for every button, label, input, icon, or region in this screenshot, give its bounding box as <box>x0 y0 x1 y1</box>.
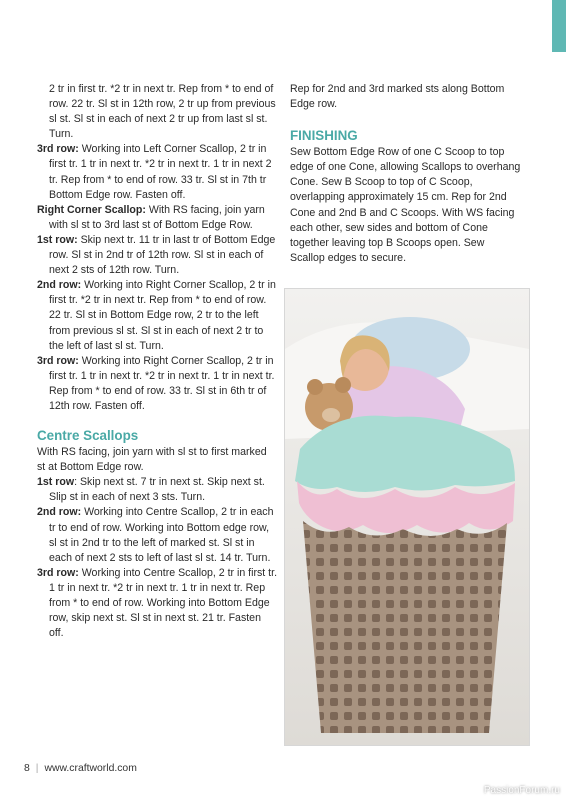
row-label: 3rd row: <box>37 354 79 367</box>
row-label: 2nd row: <box>37 279 82 292</box>
product-photo <box>284 288 530 746</box>
row-label: Right Corner Scallop: <box>37 203 146 216</box>
instruction-line <box>37 203 277 233</box>
finishing-text: Sew Bottom Edge Row of one C Scoop to top edge of one Cone, allowing Scallops to overhang Cone. Sew B Scoop to top of C Scoop, overlapping approximately 15 cm. Rep for 2nd Cone and 2nd B and C Scoops. With WS facing each other, sew sides and bottom of Cone together leaving top B Scoops open. Sew Scallop edges to secure. <box>290 146 521 264</box>
row-text: Working into Centre Scallop, 2 tr in each tr to end of row. Working into Bottom edge row, sl st in 2nd tr to the left of marked st. Sl st in each of next 2 sts to left of last sl st. 14 tr. Turn. <box>49 506 274 564</box>
row-label: 1st row: <box>37 233 78 246</box>
row-label: 3rd row: <box>37 143 79 156</box>
page-tab <box>552 0 566 52</box>
section-heading-finishing: FINISHING <box>290 128 358 144</box>
row-text: : Skip next st. 7 tr in next st. Skip next st. Slip st in each of next 3 sts. Turn. <box>49 476 265 504</box>
row-text: Working into Right Corner Scallop, 2 tr in first tr. *2 tr in next tr. Rep from * to end of row. 22 tr. Sl st in Bottom Edge row, 2 tr to the left from previous sl st. Sl st in each of next 2 tr to the left of last sl st. Turn. <box>49 279 276 352</box>
pattern-instructions <box>37 82 277 414</box>
page-number: 8 <box>24 763 30 774</box>
instruction-line <box>37 354 277 414</box>
row-text: 2 tr in first tr. *2 tr in next tr. Rep from * to end of row. 22 tr. Sl st in 12th row, 2 tr up from previous sl st. Sl st in each of next 2 tr up from last sl st. Turn. <box>49 83 276 141</box>
row-label: 2nd row: <box>37 506 82 519</box>
centre-intro: With RS facing, join yarn with sl st to first marked st at Bottom Edge row. <box>37 446 267 474</box>
row-text: Working into Right Corner Scallop, 2 tr in first tr. 1 tr in next tr. *2 tr in next tr. 1 tr in next tr. Rep from * to end of row. 33 tr. Sl st in 6th tr of 12th row. Fasten off. <box>49 354 275 412</box>
footer-separator: | <box>35 763 39 774</box>
right-intro: Rep for 2nd and 3rd marked sts along Bottom Edge row. <box>290 83 505 111</box>
row-text: Working into Centre Scallop, 2 tr in first tr. 1 tr in next tr. *2 tr in next tr. 1 tr in next tr. Rep from * to end of row. Working into Bottom Edge row, skip next st. Sl st in next st. 21 tr. Fasten off. <box>49 566 278 640</box>
left-column <box>37 82 277 641</box>
right-column <box>290 82 522 266</box>
section-heading-centre-scallops: Centre Scallops <box>37 428 139 444</box>
centre-instructions <box>37 475 277 641</box>
instruction-line <box>37 505 277 565</box>
row-label: 1st row <box>37 476 75 489</box>
instruction-line <box>37 233 277 278</box>
instruction-line <box>37 142 277 202</box>
instruction-line <box>37 566 277 641</box>
instruction-line <box>37 82 277 142</box>
row-label: 3rd row: <box>37 566 79 579</box>
row-text: With RS facing, join yarn with sl st to 3rd last st of Bottom Edge Row. <box>49 203 265 231</box>
instruction-line <box>37 475 277 505</box>
page-footer <box>24 763 137 774</box>
footer-url[interactable]: www.craftworld.com <box>44 763 137 774</box>
row-text: Skip next tr. 11 tr in last tr of Bottom Edge row. Sl st in 2nd tr of 12th row. Sl st in each of next 2 sts of 12th row. Turn. <box>49 233 276 277</box>
row-text: Working into Left Corner Scallop, 2 tr in first tr. 1 tr in next tr. *2 tr in next tr. 1 tr in next 2 tr. Rep from * to end of row. 33 tr. Sl st in 7th tr Bottom Edge row. Fasten off. <box>49 143 272 201</box>
ice-cream-blanket-illustration <box>285 289 529 745</box>
watermark: PassionForum.ru <box>483 785 560 796</box>
instruction-line <box>37 278 277 353</box>
